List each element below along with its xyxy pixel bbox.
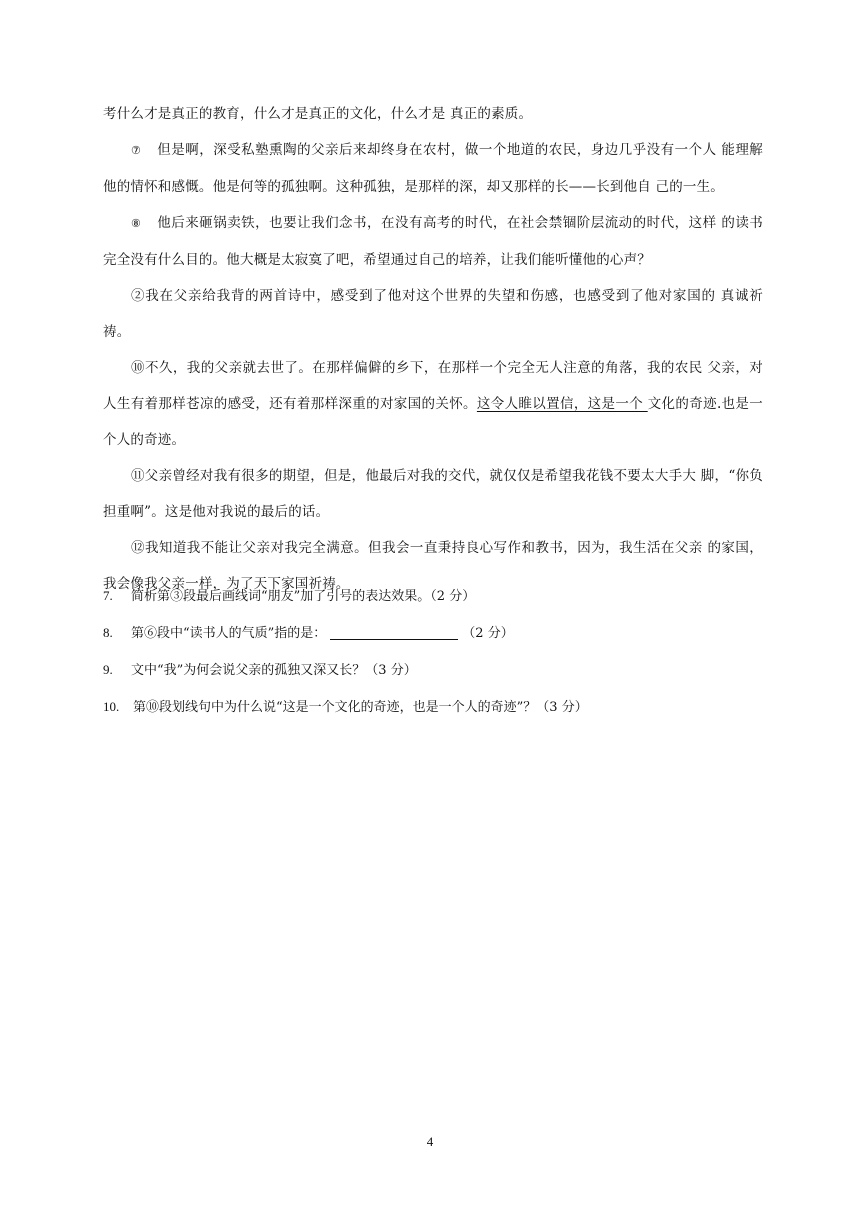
paragraph-10-underlined-sentence: 这令人睢以置信，这是一个 xyxy=(476,396,648,412)
question-7 xyxy=(103,578,763,615)
answer-blank[interactable] xyxy=(330,623,458,640)
paragraph-8 xyxy=(103,205,763,278)
question-score: （2 分） xyxy=(462,626,514,641)
paragraph-7-text: 但是啊，深受私塾熏陶的父亲后来却终身在农村，做一个地道的农民，身边几乎没有一个人 能理解他的情怀和感慨。他是何等的孤独啊。这种孤独，是那样的深，却又那样的长——长到他自 己的一生。 xyxy=(103,142,763,195)
question-number: 8. xyxy=(103,625,113,640)
paragraph-11: ⑪父亲曾经对我有很多的期望，但是，他最后对我的交代，就仅仅是希望我花钱不要太大手大 脚，“你负担重啊”。这是他对我说的最后的话。 xyxy=(103,468,763,520)
question-8 xyxy=(103,615,763,652)
paragraph-number-7: ⑦ xyxy=(131,144,142,157)
question-text: 文中“我”为何会说父亲的孤独又深又长？（3 分） xyxy=(131,663,417,678)
paragraph-12: ⑫我知道我不能让父亲对我完全满意。但我会一直秉持良心写作和教书，因为，我生活在父亲 的家国，我会像我父亲一样，为了天下家国祈祷。 xyxy=(103,540,763,592)
page-number: 4 xyxy=(426,1134,434,1149)
paragraph-7 xyxy=(103,132,763,205)
question-list xyxy=(103,578,763,726)
question-text: 第⑩段划线句中为什么说“这是一个文化的奇迹，也是一个人的奇迹”？（3 分） xyxy=(133,700,588,715)
question-number: 9. xyxy=(103,662,113,677)
question-10 xyxy=(103,689,763,726)
paragraph-number-8: ⑧ xyxy=(131,217,142,230)
paragraph-9: ②我在父亲给我背的两首诗中，感受到了他对这个世界的失望和伤感，也感受到了他对家国的 真诚祈祷。 xyxy=(103,288,763,340)
question-number: 7. xyxy=(103,588,113,603)
paragraph-8-text: 他后来砸锅卖铁，也要让我们念书，在没有高考的时代，在社会禁锢阶层流动的时代，这样 的读书完全没有什么目的。他大概是太寂寞了吧，希望通过自己的培养，让我们能听懂他的心声？ xyxy=(103,215,763,268)
paragraph-intro-line: 考什么才是真正的教育，什么才是真正的文化，什么才是 真正的素质。 xyxy=(103,106,533,122)
paragraph-10-text-b: 文化的奇迹.也是一个人的奇迹。 xyxy=(103,396,763,448)
passage xyxy=(103,96,763,602)
question-text: 简析第③段最后画线词“朋友”加了引号的表达效果。（2 分） xyxy=(131,589,476,604)
question-text: 第⑥段中“读书人的气质”指的是： xyxy=(131,626,327,641)
paragraph-10 xyxy=(103,350,763,458)
paragraph-10-text-a: ⑩不久，我的父亲就去世了。在那样偏僻的乡下，在那样一个完全无人注意的角落，我的农民 父亲，对人生有着那样苍凉的感受，还有着那样深重的对家国的关怀。 xyxy=(103,360,763,412)
question-9 xyxy=(103,652,763,689)
question-number: 10. xyxy=(103,699,120,714)
